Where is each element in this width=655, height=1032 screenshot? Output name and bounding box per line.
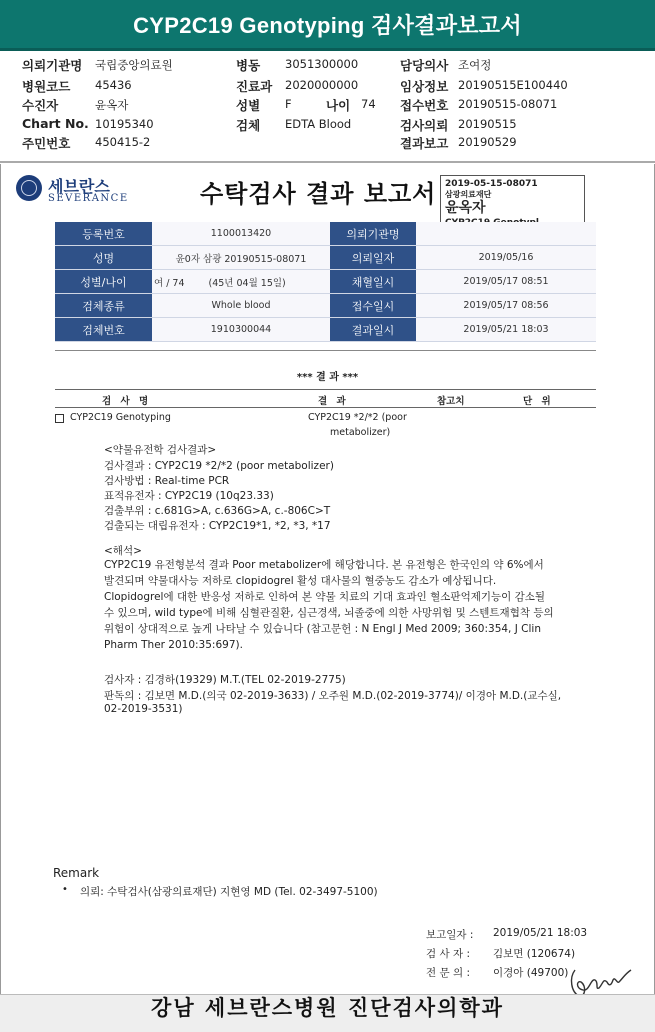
table-value bbox=[152, 270, 330, 294]
header-value: 윤옥자 bbox=[95, 98, 129, 112]
header-value: F bbox=[285, 97, 292, 111]
table-label: 의뢰일자 bbox=[330, 246, 416, 270]
table-label: 성별/나이 bbox=[55, 270, 152, 294]
header-value: EDTA Blood bbox=[285, 117, 352, 131]
test-name: CYP2C19 Genotyping bbox=[70, 412, 171, 423]
table-label: 성명 bbox=[55, 246, 152, 270]
column-header-test-name: 검 사 명 bbox=[102, 396, 152, 407]
table-label: 채혈일시 bbox=[330, 270, 416, 294]
header-value: 20190515E100440 bbox=[458, 78, 568, 92]
header-label: 결과보고 bbox=[400, 136, 449, 151]
header-label: 검체 bbox=[236, 118, 261, 133]
header-value: 450415-2 bbox=[95, 135, 151, 149]
table-value-main: 여 / 74 bbox=[154, 277, 185, 289]
table-value: 2019/05/17 08:51 bbox=[416, 270, 596, 294]
interpretation-line: 수 있으며, wild type에 비해 심혈관질환, 심근경색, 뇌졸중에 의한 사망위험 및 스텐트재협착 등의 bbox=[104, 607, 554, 619]
interpretation-line: Pharm Ther 2010:35:697). bbox=[104, 639, 243, 651]
label-patient-name: 윤옥자 bbox=[445, 200, 486, 216]
table-label: 검체번호 bbox=[55, 318, 152, 342]
column-header-unit: 단 위 bbox=[523, 396, 554, 407]
table-value: 윤0자 삼광 20190515-08071 bbox=[152, 246, 330, 270]
interpretation-line: 발견되며 약물대사능 저하로 clopidogrel 활성 대사물의 혈중농도 감소가 예상됩니다. bbox=[104, 575, 497, 587]
column-header-result: 결 과 bbox=[318, 396, 349, 407]
table-value: Whole blood bbox=[152, 294, 330, 318]
test-item-icon bbox=[55, 414, 64, 423]
table-value-birth: (45년 04월 15일) bbox=[208, 277, 286, 289]
detail-line: 검출부위 : c.681G>A, c.636G>A, c.-806C>T bbox=[104, 505, 331, 517]
interpretation-title: <해석> bbox=[104, 545, 142, 557]
header-label: 임상정보 bbox=[400, 79, 449, 94]
table-label: 의뢰기관명 bbox=[330, 222, 416, 246]
divider bbox=[55, 407, 596, 408]
header-label: Chart No. bbox=[22, 116, 89, 131]
detail-line: 검사방법 : Real-time PCR bbox=[104, 475, 230, 487]
header-value: 2020000000 bbox=[285, 78, 359, 92]
reader-line-cont: 02-2019-3531) bbox=[104, 703, 183, 715]
detail-line: 검출되는 대립유전자 : CYP2C19*1, *2, *3, *17 bbox=[104, 520, 331, 532]
interpretation-line: Clopidogrel에 대한 반응성 저하로 인하여 본 약물 치료의 기대 효과인 혈소판억제기능이 감소될 bbox=[104, 591, 546, 603]
table-label: 접수일시 bbox=[330, 294, 416, 318]
result-heading: *** 결 과 *** bbox=[296, 372, 359, 383]
header-label: 담당의사 bbox=[400, 58, 449, 73]
patient-table-row bbox=[55, 318, 596, 342]
age-label: 나이 bbox=[326, 98, 351, 113]
table-label: 등록번호 bbox=[55, 222, 152, 246]
column-header-reference: 참고치 bbox=[437, 396, 465, 407]
detail-line: 표적유전자 : CYP2C19 (10q23.33) bbox=[104, 490, 274, 502]
header-label: 병원코드 bbox=[22, 79, 71, 94]
header-label: 병동 bbox=[236, 58, 261, 73]
remark-bullet: • bbox=[62, 884, 68, 895]
header-label: 검사의뢰 bbox=[400, 118, 449, 133]
header-value: 45436 bbox=[95, 78, 132, 92]
table-value: 1100013420 bbox=[152, 222, 330, 246]
interpretation-line: CYP2C19 유전형분석 결과 Poor metabolizer에 해당합니다. 본 유전형은 한국인의 약 6%에서 bbox=[104, 559, 544, 571]
table-value: 2019/05/21 18:03 bbox=[416, 318, 596, 342]
examiner-line: 검사자 : 김경하(19329) M.T.(TEL 02-2019-2775) bbox=[104, 674, 346, 686]
header-value: 3051300000 bbox=[285, 57, 359, 71]
detail-line: 검사결과 : CYP2C19 *2/*2 (poor metabolizer) bbox=[104, 460, 334, 472]
header-label: 수진자 bbox=[22, 98, 59, 113]
patient-table-row bbox=[55, 270, 596, 294]
report-title-bar bbox=[0, 0, 655, 51]
header-value: 20190515-08071 bbox=[458, 97, 558, 111]
severance-emblem-icon bbox=[16, 175, 42, 201]
table-value: 2019/05/17 08:56 bbox=[416, 294, 596, 318]
remark-title: Remark bbox=[53, 866, 100, 880]
header-value: 20190515 bbox=[458, 117, 517, 131]
sign-value: 2019/05/21 18:03 bbox=[493, 927, 588, 939]
table-value bbox=[416, 222, 596, 246]
label-receipt-no: 2019-05-15-08071 bbox=[445, 179, 538, 189]
table-value: 1910300044 bbox=[152, 318, 330, 342]
sign-value: 이경아 (49700) bbox=[493, 967, 569, 979]
sign-label: 전 문 의 : bbox=[426, 967, 470, 979]
table-label: 검체종류 bbox=[55, 294, 152, 318]
header-label: 진료과 bbox=[236, 79, 273, 94]
header-label: 의뢰기관명 bbox=[22, 58, 83, 73]
footer-department: 강남 세브란스병원 진단검사의학과 bbox=[0, 994, 655, 1032]
table-label: 결과일시 bbox=[330, 318, 416, 342]
label-org: 삼광의료재단 bbox=[445, 190, 492, 199]
header-label: 성별 bbox=[236, 98, 261, 113]
divider bbox=[55, 350, 596, 351]
detail-line: <약물유전학 검사결과> bbox=[104, 444, 217, 456]
patient-table-row bbox=[55, 294, 596, 318]
test-result: CYP2C19 *2/*2 (poor bbox=[308, 412, 407, 423]
sign-label: 보고일자 : bbox=[426, 929, 474, 941]
header-value: 10195340 bbox=[95, 117, 154, 131]
patient-table-row bbox=[55, 222, 596, 246]
divider bbox=[0, 161, 655, 163]
test-result-cont: metabolizer) bbox=[330, 427, 391, 438]
age-value: 74 bbox=[361, 97, 376, 111]
header-label: 주민번호 bbox=[22, 136, 71, 151]
sign-value: 김보면 (120674) bbox=[493, 948, 576, 960]
header-label: 접수번호 bbox=[400, 98, 449, 113]
remark-item: 의뢰: 수탁검사(삼광의료재단) 지현영 MD (Tel. 02-3497-5100) bbox=[80, 886, 378, 898]
header-value: 20190529 bbox=[458, 135, 517, 149]
reader-line: 판독의 : 김보면 M.D.(의국 02-2019-3633) / 오주원 M.D.(02-2019-3774)/ 이경아 M.D.(교수실, bbox=[104, 690, 562, 702]
report-title: CYP2C19 Genotyping 검사결과보고서 bbox=[133, 12, 522, 38]
patient-info-table bbox=[55, 222, 596, 342]
logo-english: SEVERANCE bbox=[48, 193, 129, 204]
interpretation-line: 위험이 상대적으로 높게 나타날 수 있습니다 (참고문헌 : N Engl J Med 2009; 360:354, J Clin bbox=[104, 623, 541, 635]
document-title: 수탁검사 결과 보고서 bbox=[200, 180, 437, 208]
header-value: 조여정 bbox=[458, 58, 492, 72]
sign-label: 검 사 자 : bbox=[426, 948, 470, 960]
logo-korean: 세브란스 bbox=[48, 177, 110, 196]
patient-table-row bbox=[55, 246, 596, 270]
divider bbox=[55, 389, 596, 390]
table-value: 2019/05/16 bbox=[416, 246, 596, 270]
header-value: 국립중앙의료원 bbox=[95, 58, 173, 72]
